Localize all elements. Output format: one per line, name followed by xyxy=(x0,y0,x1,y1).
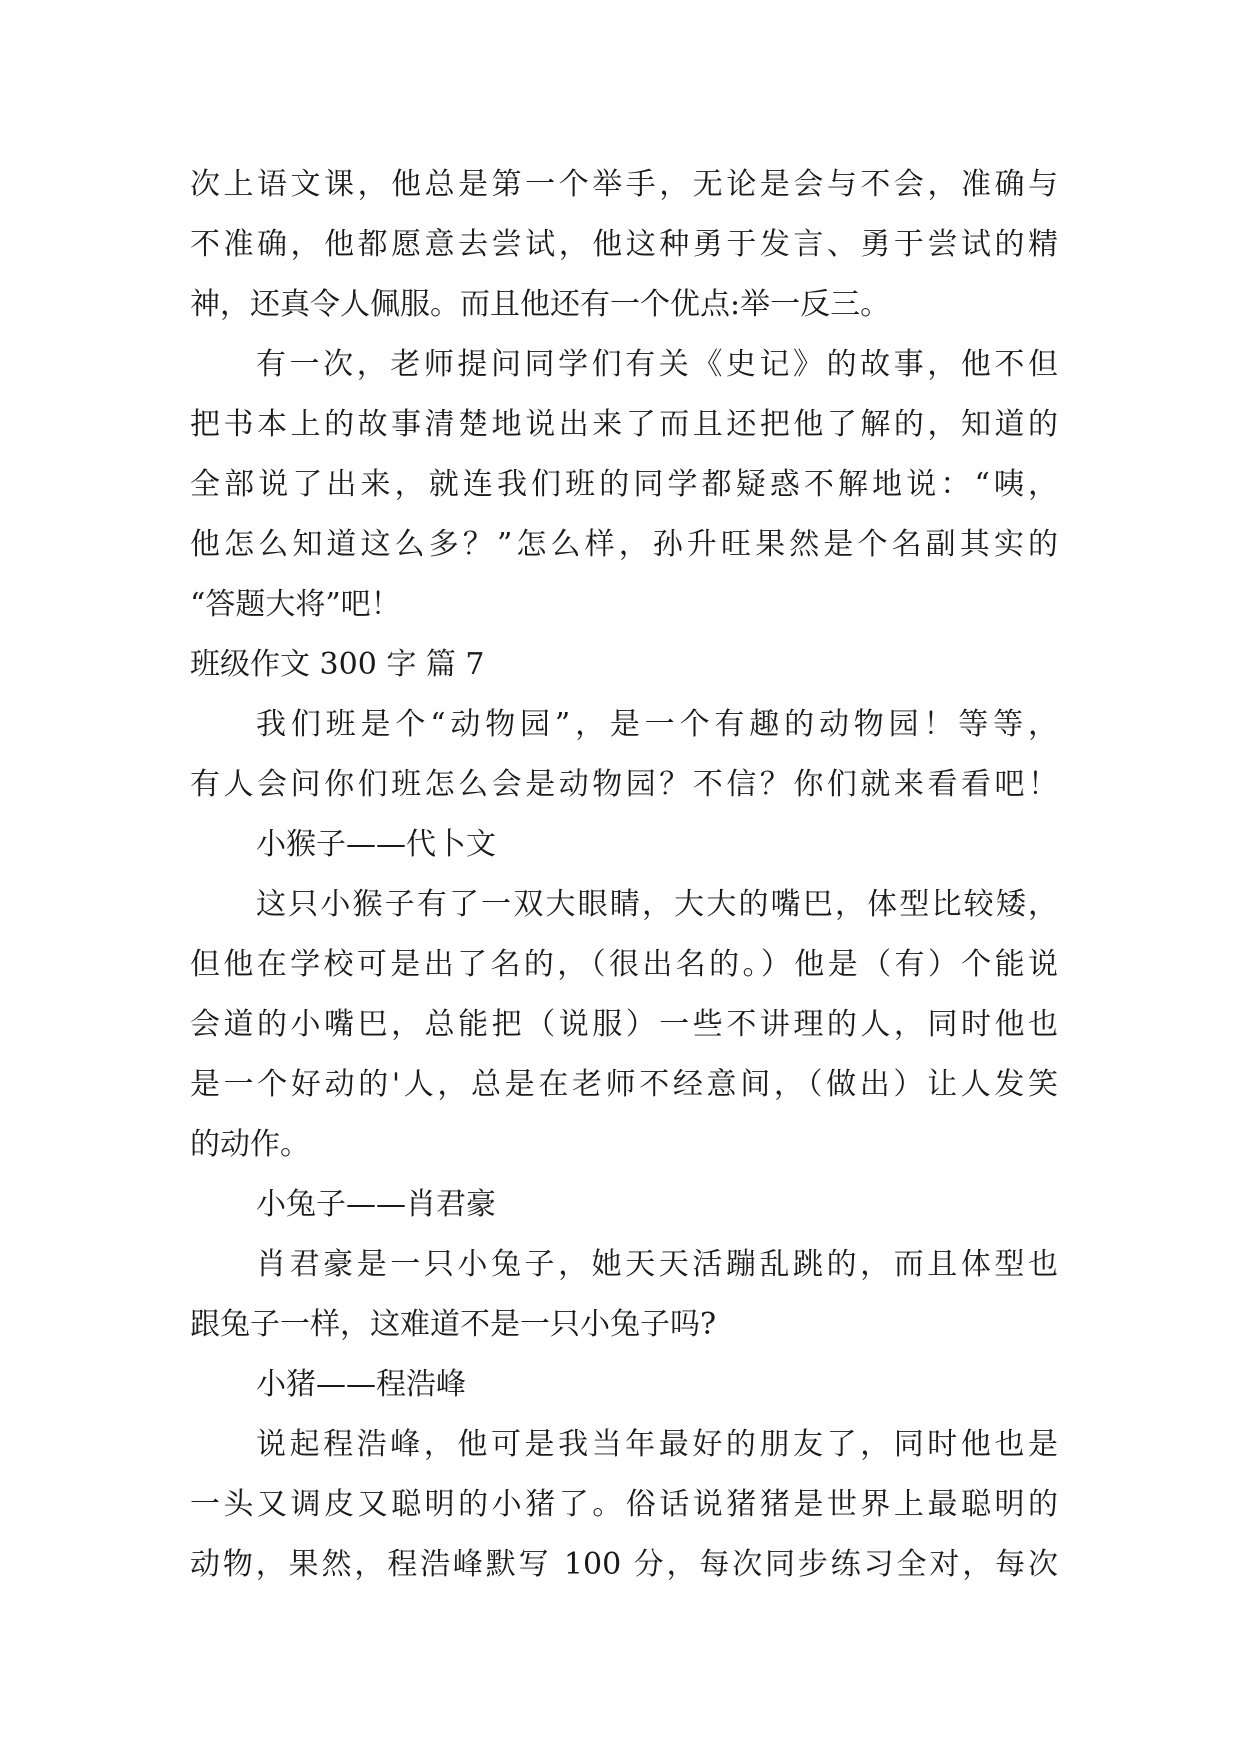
text-line: 有人会问你们班怎么会是动物园？不信？你们就来看看吧！ xyxy=(190,767,1058,802)
text-line: 有一次，老师提问同学们有关《史记》的故事，他不但 xyxy=(256,347,1058,382)
subheading-monkey: 小猴子——代卜文 xyxy=(256,827,496,862)
text-line: 他怎么知道这么多？”怎么样，孙升旺果然是个名副其实的 xyxy=(190,527,1058,562)
text-line: 跟兔子一样，这难道不是一只小兔子吗? xyxy=(190,1307,717,1342)
text-line: 动物，果然，程浩峰默写 100 分，每次同步练习全对，每次 xyxy=(190,1547,1058,1582)
document-body xyxy=(190,155,1070,1595)
text-line: 全部说了出来，就连我们班的同学都疑惑不解地说：“咦， xyxy=(190,467,1058,502)
text-line: 把书本上的故事清楚地说出来了而且还把他了解的，知道的 xyxy=(190,407,1058,442)
text-line: 的动作。 xyxy=(190,1127,310,1162)
text-line: 这只小猴子有了一双大眼睛，大大的嘴巴，体型比较矮， xyxy=(256,887,1058,922)
text-line: 会道的小嘴巴，总能把（说服）一些不讲理的人，同时他也 xyxy=(190,1007,1058,1042)
text-line: 说起程浩峰，他可是我当年最好的朋友了，同时他也是 xyxy=(256,1427,1058,1462)
text-line: 是一个好动的'人，总是在老师不经意间，（做出）让人发笑 xyxy=(190,1067,1058,1102)
text-line: 不准确，他都愿意去尝试，他这种勇于发言、勇于尝试的精 xyxy=(190,227,1058,262)
text-line: 我们班是个“动物园”，是一个有趣的动物园！等等， xyxy=(256,707,1058,742)
section-heading: 班级作文 300 字 篇 7 xyxy=(190,647,485,682)
subheading-pig: 小猪——程浩峰 xyxy=(256,1367,466,1402)
text-line: 神，还真令人佩服。而且他还有一个优点:举一反三。 xyxy=(190,287,891,322)
text-line: 次上语文课，他总是第一个举手，无论是会与不会，准确与 xyxy=(190,167,1058,202)
text-line: 一头又调皮又聪明的小猪了。俗话说猪猪是世界上最聪明的 xyxy=(190,1487,1058,1522)
text-line: “答题大将”吧！ xyxy=(190,587,401,622)
text-line: 但他在学校可是出了名的，（很出名的。）他是（有）个能说 xyxy=(190,947,1058,982)
text-line: 肖君豪是一只小兔子，她天天活蹦乱跳的，而且体型也 xyxy=(256,1247,1058,1282)
subheading-rabbit: 小兔子——肖君豪 xyxy=(256,1187,496,1222)
